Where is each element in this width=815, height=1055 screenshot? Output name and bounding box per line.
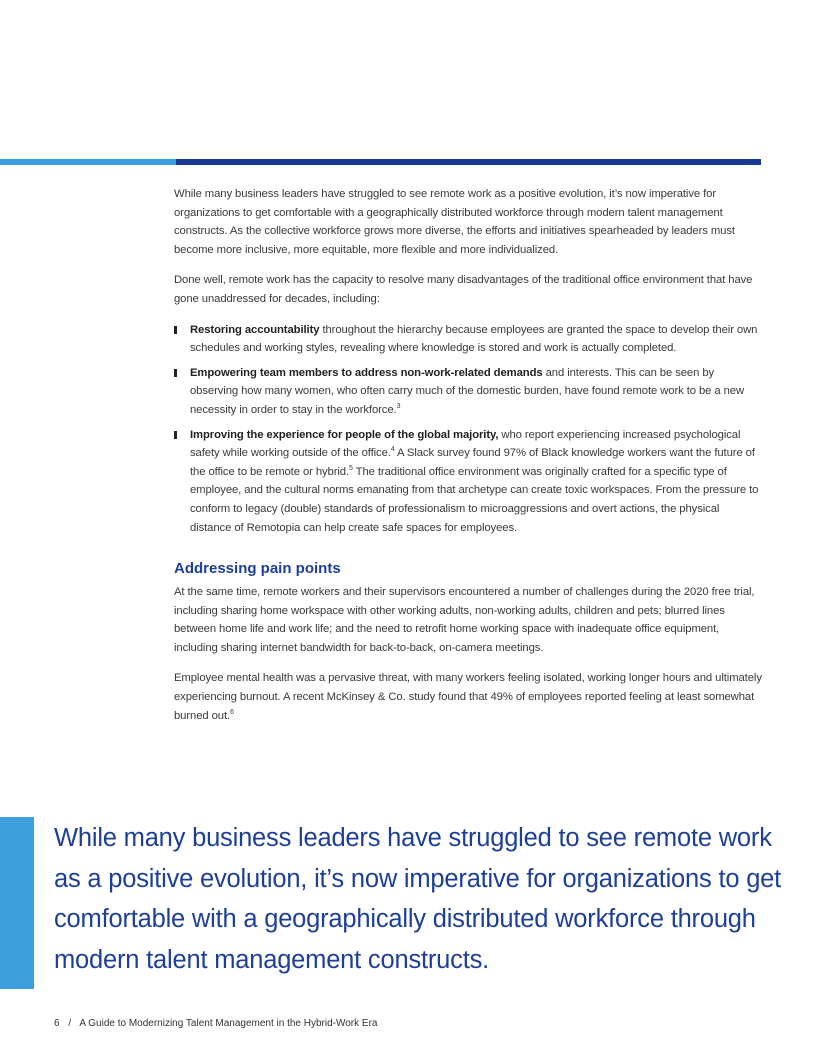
footnote-ref: 5 (349, 464, 353, 472)
section-paragraph-1: At the same time, remote workers and their supervisors encountered a number of challenges during the 2020 free trial, including sharing home workspace with other working adults, non-working adults, children and pets; blurred lines between home life and work life; and the need to retrofit home working space with inadequate office equipment, including sharing internet bandwidth for back-to-back, on-camera meetings. (174, 586, 755, 654)
pull-quote: While many business leaders have struggled to see remote work as a positive evolution, it’s now imperative for organizations to get comfortable with a geographically distributed workforce through modern talent management constructs. (54, 824, 782, 974)
bullet-marker-icon (174, 326, 177, 334)
footer-separator: / (68, 1018, 72, 1029)
document-title: A Guide to Modernizing Talent Management in the Hybrid-Work Era (79, 1018, 378, 1029)
bullet-heading: Restoring accountability (190, 323, 320, 336)
page-footer (54, 1018, 383, 1029)
bullet-heading: Empowering team members to address non-work-related demands (190, 366, 543, 379)
footnote-ref: 3 (396, 403, 401, 411)
list-item (174, 426, 762, 538)
header-rule-dark (176, 159, 761, 165)
intro-paragraph-2: Done well, remote work has the capacity to resolve many disadvantages of the traditional office environment that have gone unaddressed for decades, including: (174, 274, 753, 305)
bullet-text: throughout the hierarchy because employees are granted the space to develop their own schedules and working styles, revealing where knowledge is stored and work is actually completed. (190, 323, 758, 355)
main-content (174, 185, 762, 737)
section-paragraph-2-text: Employee mental health was a pervasive threat, with many workers feeling isolated, working longer hours and ultimately experiencing burnout. A recent McKinsey & Co. study found that 49% of employees reported feeling at least somewhat burned out. (174, 672, 762, 722)
section-heading: Addressing pain points (174, 560, 341, 578)
header-rule-light (0, 159, 176, 165)
list-item (174, 364, 762, 420)
footnote-ref: 6 (230, 708, 234, 716)
pull-quote-bar (0, 817, 34, 989)
bullet-text: and interests. This can be seen by observing how many women, who often carry much of the domestic burden, have found remote work to be a new necessity in order to stay in the workforce. (190, 366, 745, 416)
bullet-text: who report experiencing increased psychological safety while working outside of the office. (190, 428, 741, 460)
list-item (174, 321, 762, 358)
bullet-text: A Slack survey found 97% of Black knowledge workers want the future of the office to be remote or hybrid. (190, 447, 755, 478)
bullet-marker-icon (174, 369, 177, 377)
bullet-list (174, 321, 762, 538)
bullet-heading: Improving the experience for people of the global majority, (190, 428, 499, 441)
bullet-marker-icon (174, 431, 177, 439)
footnote-ref: 4 (390, 446, 395, 454)
section-paragraph-2 (174, 669, 762, 725)
intro-paragraph-1: While many business leaders have struggled to see remote work as a positive evolution, it’s now imperative for organizations to get comfortable with a geographically distributed workforce through modern talent management constructs. As the collective workforce grows more diverse, the efforts and initiatives spearheaded by leaders must become more inclusive, more equitable, more flexible and more individualized. (174, 188, 735, 256)
bullet-text: The traditional office environment was originally crafted for a specific type of employee, and the cultural norms emanating from that archetype can create toxic workspaces. From the pressure to conform to legacy (double) standards of professionalism to microaggressions and overt actions, the physical distance of Remotopia can help create safe spaces for employees. (190, 465, 759, 534)
page-number: 6 (54, 1018, 60, 1029)
